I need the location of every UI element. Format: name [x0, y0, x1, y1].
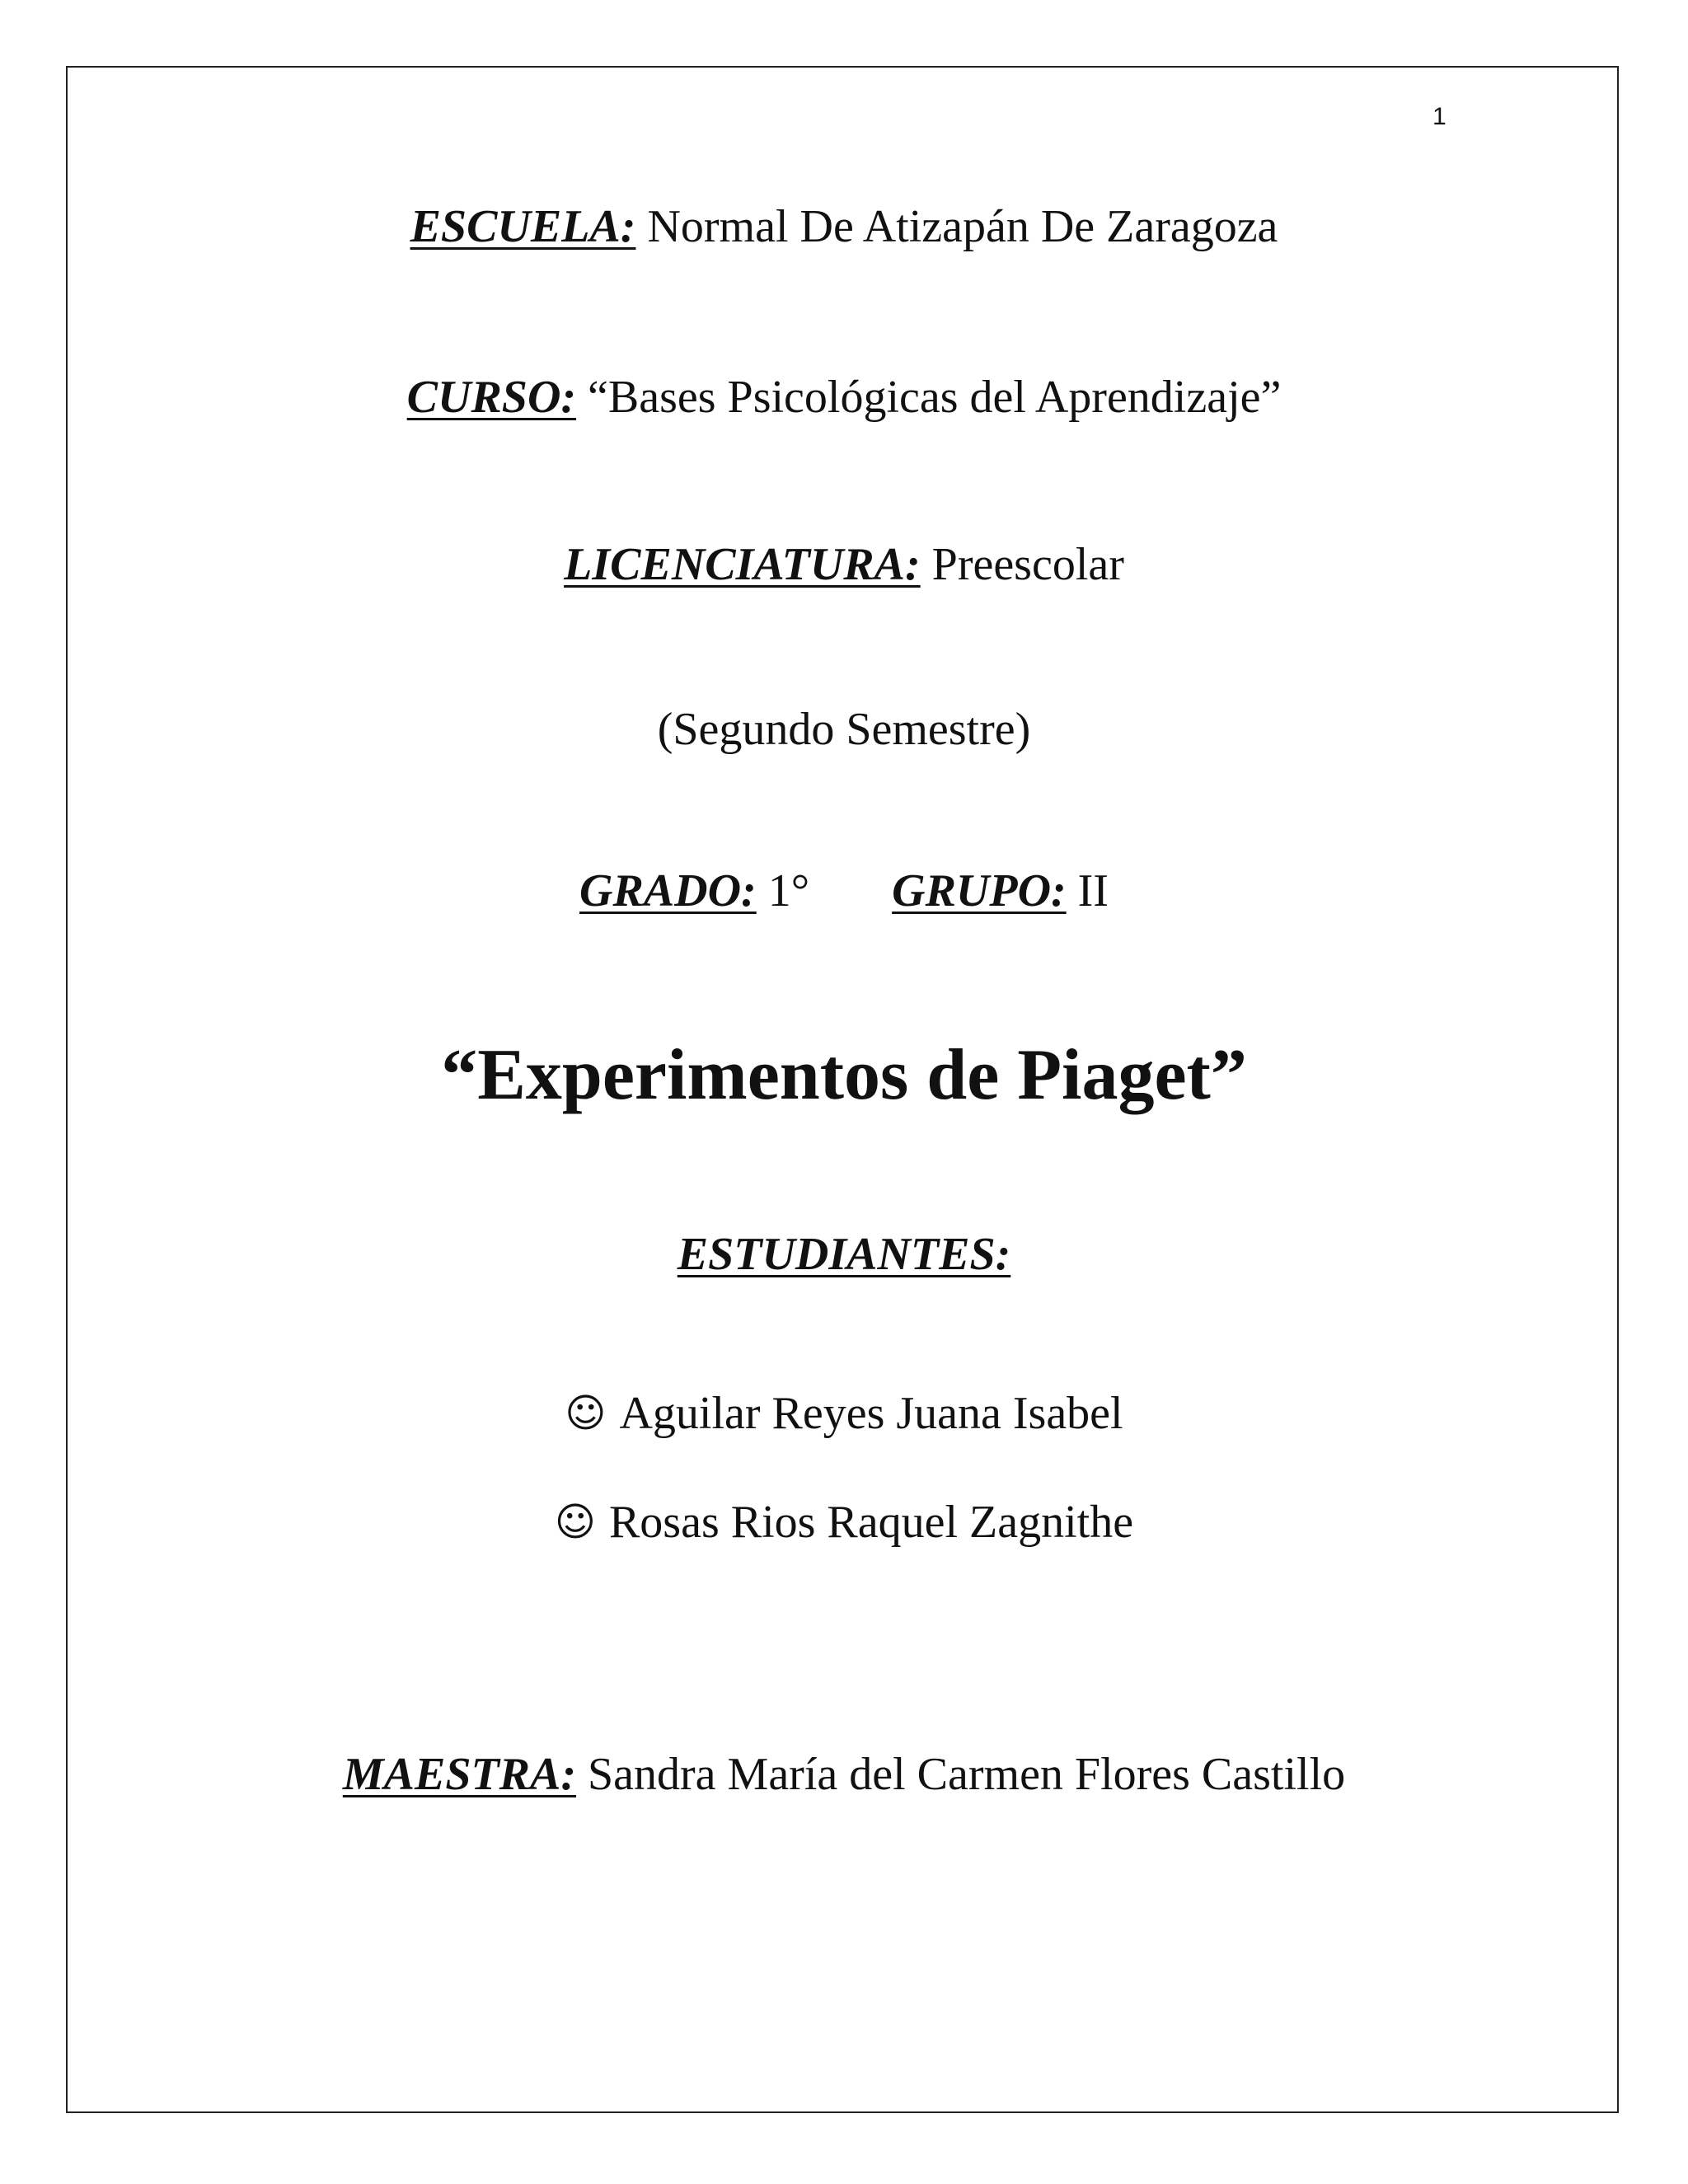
licenciatura-value: Preescolar [931, 539, 1124, 590]
curso-line [0, 368, 1688, 426]
student-list [0, 1385, 1688, 1602]
estudiantes-heading [0, 1226, 1688, 1283]
licenciatura-line [0, 536, 1688, 593]
student-item [0, 1385, 1688, 1493]
document-title: “Experimentos de Piaget” [441, 1035, 1247, 1115]
licenciatura-label: LICENCIATURA: [564, 539, 921, 590]
smiley-face-icon: ☺ [565, 1390, 607, 1436]
curso-label: CURSO: [406, 372, 577, 423]
smiley-face-icon: ☺ [554, 1499, 596, 1545]
escuela-label: ESCUELA: [410, 201, 636, 252]
estudiantes-label: ESTUDIANTES: [677, 1229, 1011, 1280]
grupo-value: II [1077, 865, 1109, 916]
page-number: 1 [1432, 103, 1447, 130]
escuela-value: Normal De Atizapán De Zaragoza [647, 201, 1278, 252]
maestra-line [0, 1746, 1688, 1803]
semestre-line: (Segundo Semestre) [657, 704, 1031, 755]
escuela-line [0, 198, 1688, 255]
grado-value: 1° [767, 865, 810, 916]
student-name: Rosas Rios Raquel Zagnithe [608, 1497, 1134, 1548]
curso-value: “Bases Psicológicas del Aprendizaje” [588, 372, 1282, 423]
grado-label: GRADO: [579, 865, 757, 916]
maestra-label: MAESTRA: [342, 1749, 577, 1800]
student-item [0, 1493, 1688, 1602]
student-name: Aguilar Reyes Juana Isabel [619, 1388, 1123, 1439]
maestra-value: Sandra María del Carmen Flores Castillo [588, 1749, 1346, 1800]
grado-grupo-line [0, 862, 1688, 920]
grupo-label: GRUPO: [892, 865, 1067, 916]
